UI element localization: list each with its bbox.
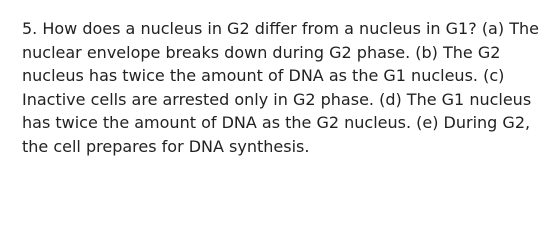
question-text: 5. How does a nucleus in G2 differ from a nucleus in G1? (a) The nuclear envelope breaks down during G2 phase. (b) The G2 nucleus has twice the amount of DNA as the G1 nucleus. (c) Inactive cells are arrested only in G2 phase. (d) The G1 nucleus has twice the amount of DNA as the G2 nucleus. (e) During G2, the cell prepares for DNA synthesis. [22, 19, 539, 156]
